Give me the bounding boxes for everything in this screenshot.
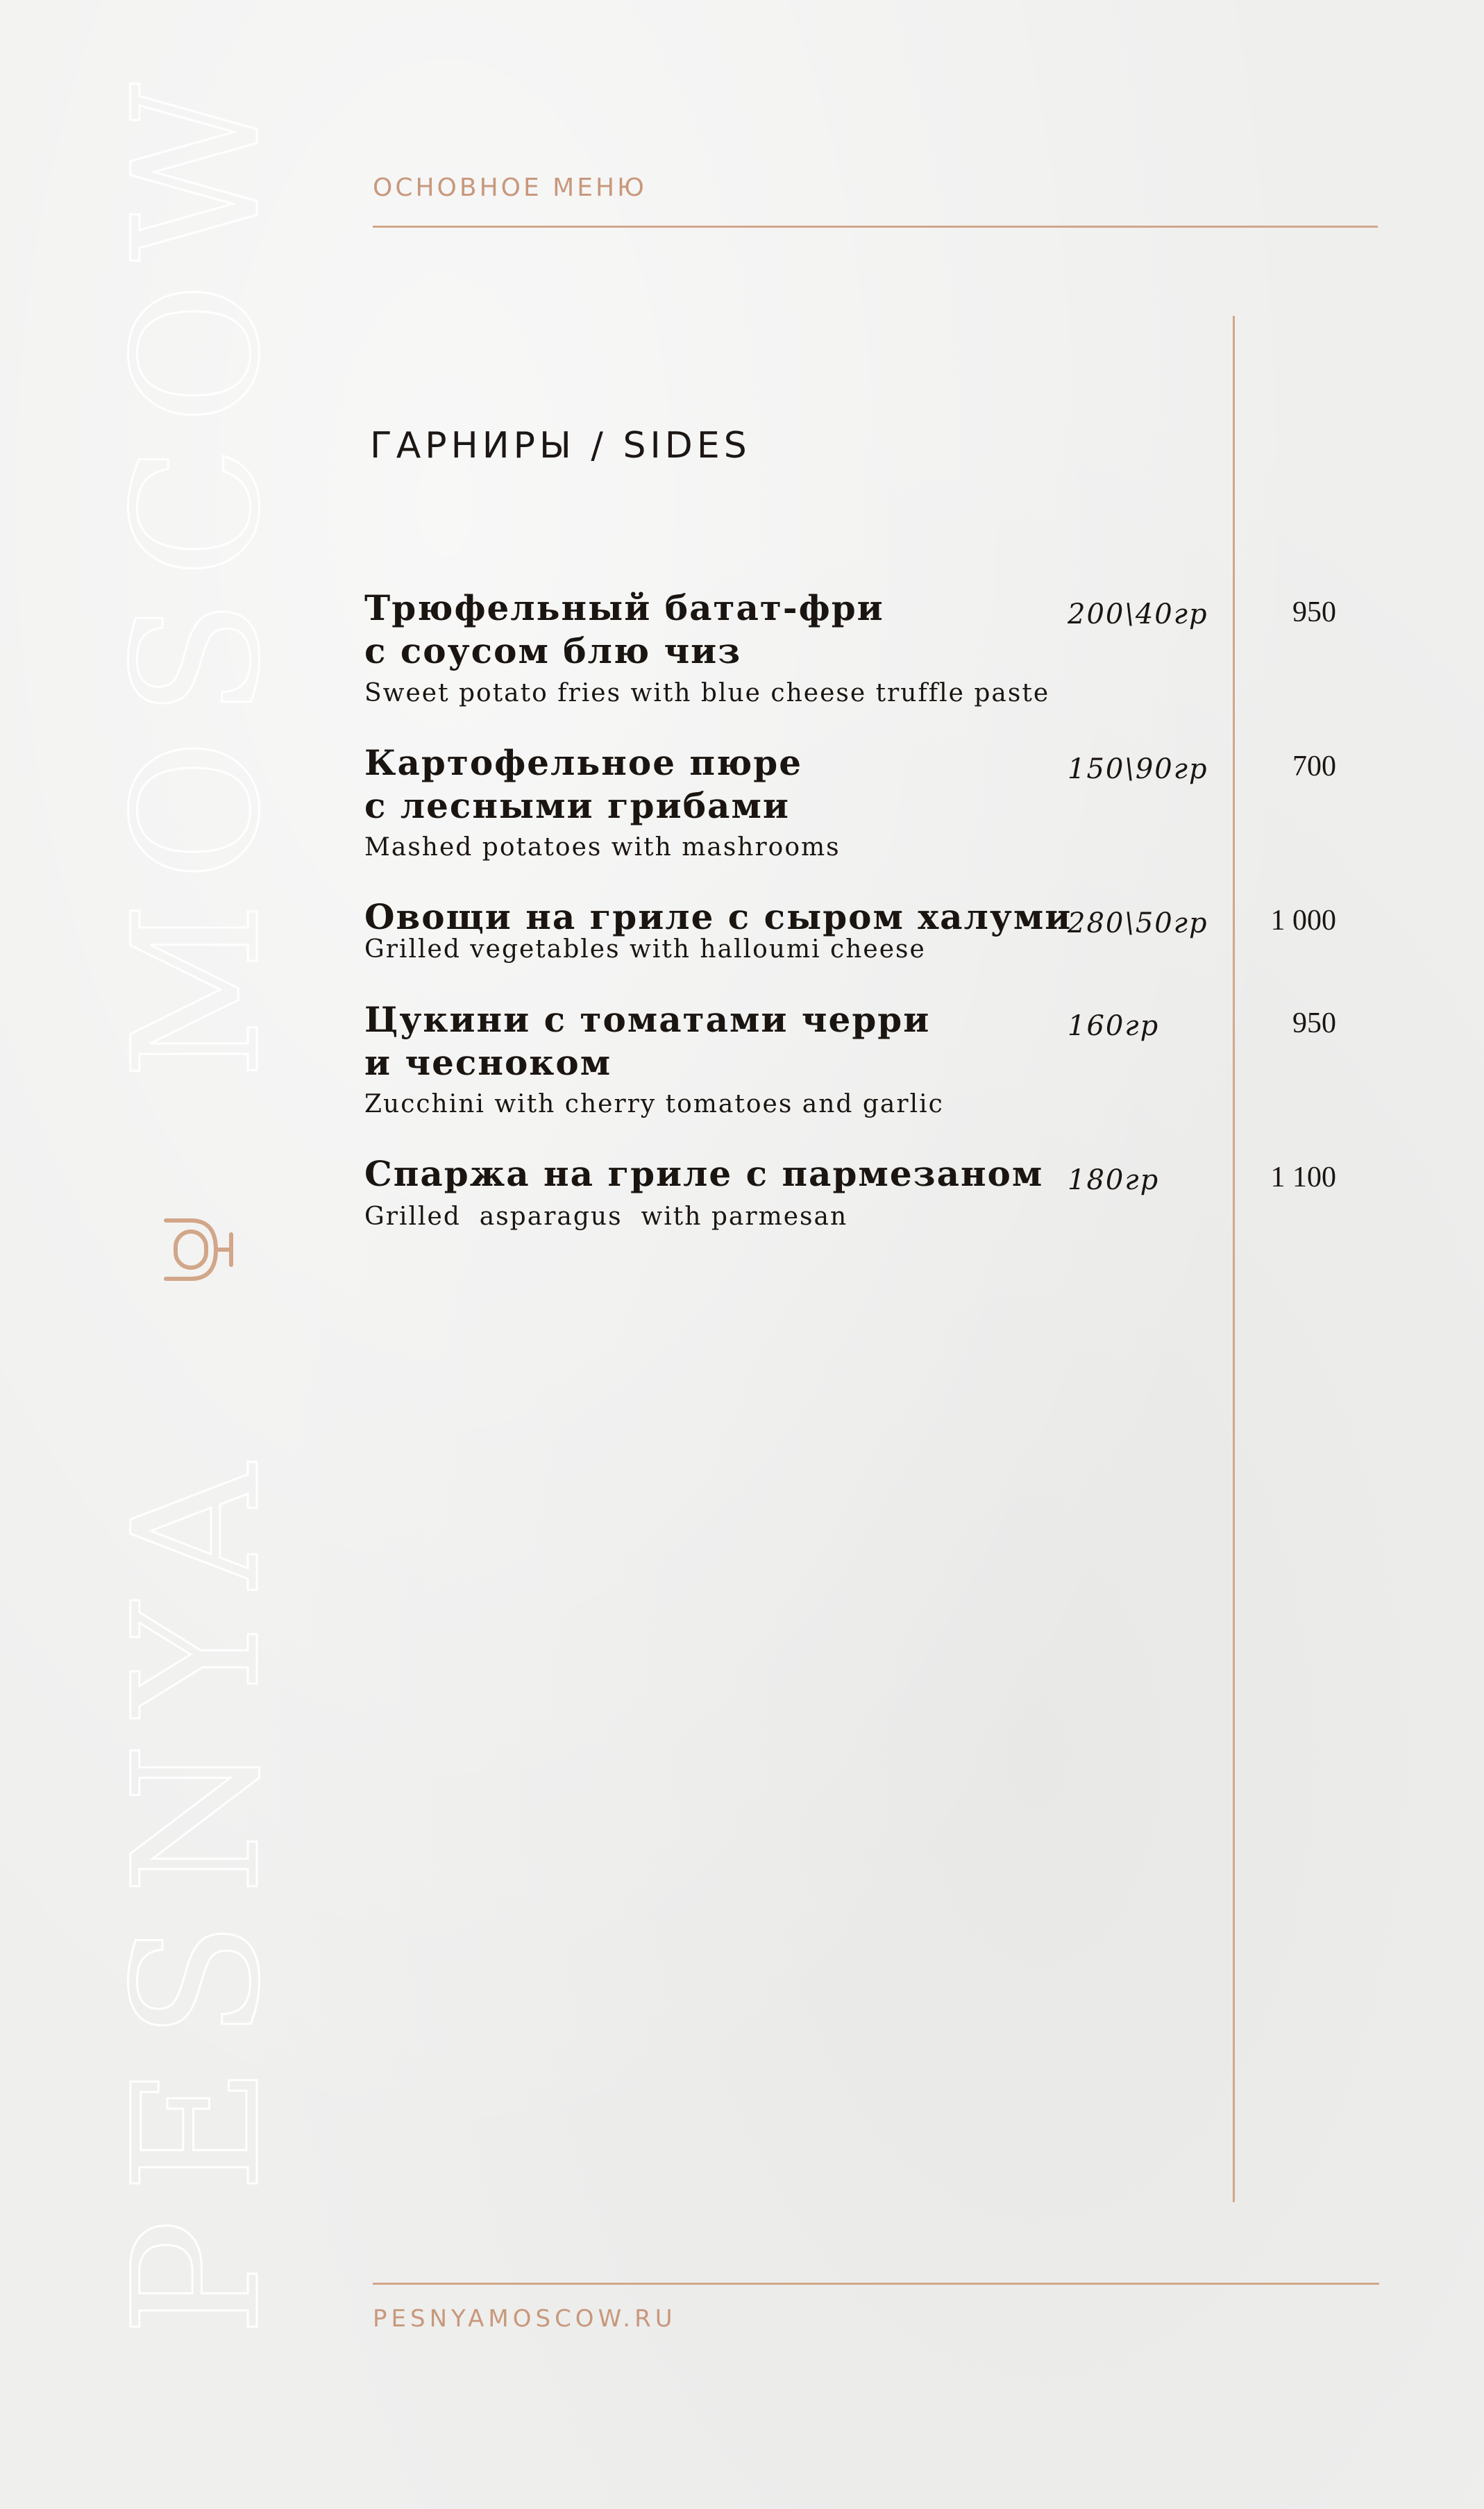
item-description: Grilled vegetables with halloumi cheese	[364, 935, 926, 964]
item-weight: 150\90гр	[1068, 753, 1208, 785]
item-description: Mashed potatoes with mashrooms	[364, 833, 841, 862]
website-label: PESNYAMOSCOW.RU	[373, 2305, 677, 2333]
brand-vertical-text-1: PESNYA	[96, 1437, 298, 2336]
item-price: 950	[1292, 1007, 1336, 1039]
item-name: Цукини с томатами черри и чесноком	[364, 999, 931, 1083]
item-weight: 200\40гр	[1068, 598, 1208, 630]
item-price: 1 100	[1270, 1161, 1336, 1193]
menu-header-label: ОСНОВНОЕ МЕНЮ	[373, 174, 647, 202]
item-weight: 160гр	[1068, 1010, 1160, 1042]
item-weight: 280\50гр	[1068, 907, 1208, 939]
brand-vertical-logo	[66, 62, 298, 2336]
item-description: Grilled asparagus with parmesan	[364, 1202, 848, 1231]
item-price: 950	[1292, 596, 1336, 628]
footer-divider	[373, 2283, 1379, 2285]
item-weight: 180гр	[1068, 1164, 1160, 1196]
item-price: 700	[1292, 750, 1336, 782]
brand-vertical-text-2: MOSCOW	[96, 62, 298, 1080]
item-name: Спаржа на гриле с пармезаном	[364, 1153, 1044, 1194]
item-name: Трюфельный батат-фри с соусом блю чиз	[364, 587, 884, 671]
item-price: 1 000	[1270, 905, 1336, 937]
item-description: Zucchini with cherry tomatoes and garlic	[364, 1090, 944, 1118]
section-title: ГАРНИРЫ / SIDES	[370, 425, 751, 467]
item-name: Картофельное пюре с лесными грибами	[364, 742, 803, 826]
header-divider	[373, 226, 1378, 228]
microphone-icon	[166, 1220, 231, 1279]
item-name: Овощи на гриле с сыром халуми	[364, 896, 1072, 937]
item-description: Sweet potato fries with blue cheese truffle paste	[364, 679, 1050, 707]
